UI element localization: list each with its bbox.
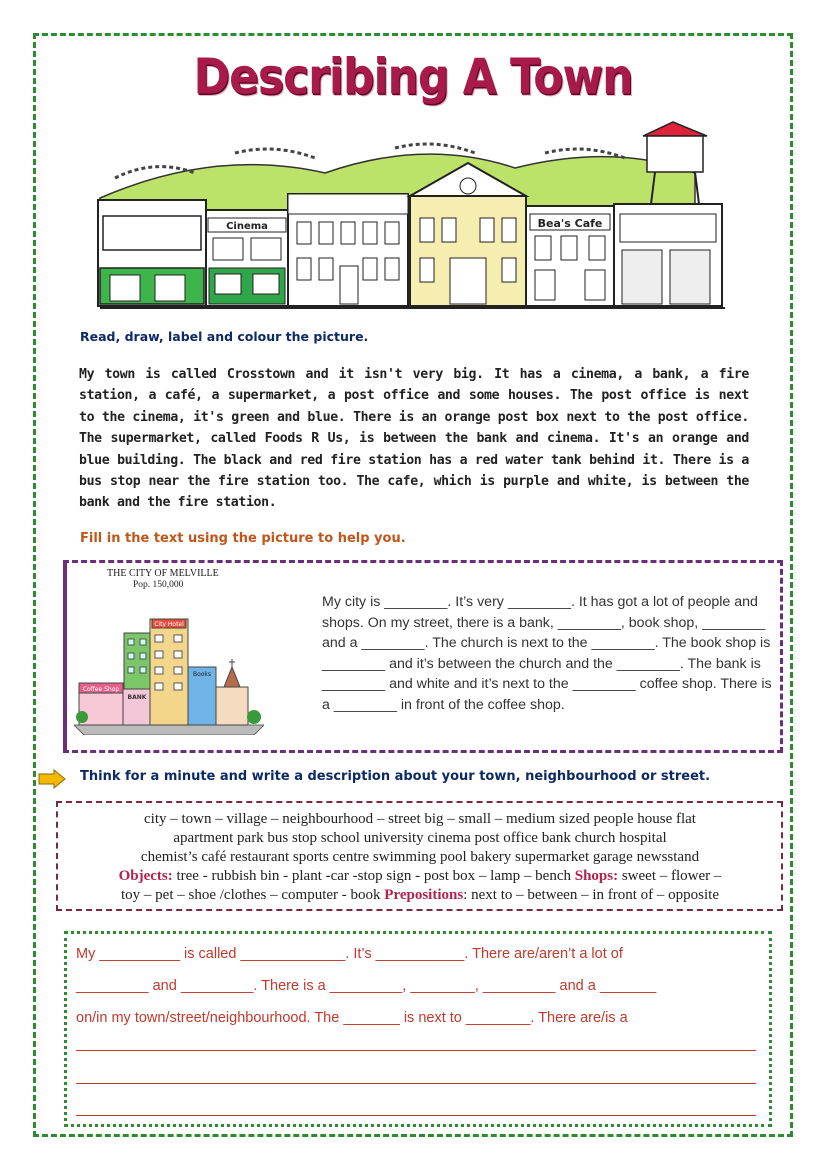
writing-line-2: _________ and _________. There is a _________, ________, _________ and a _______ — [76, 978, 657, 994]
instruction-fill: Fill in the text using the picture to help you. — [80, 531, 406, 546]
shops-label: Shops: — [574, 868, 619, 884]
city-title: THE CITY OF MELVILLE — [107, 568, 219, 579]
prepositions-list: : next to – between – in front of – opposite — [463, 887, 719, 903]
page-title: Describing A Town — [193, 48, 633, 107]
vocab-line — [64, 867, 776, 886]
writing-line-3: on/in my town/street/neighbourhood. The _______ is next to ________. There are/is a — [76, 1010, 628, 1026]
writing-template — [76, 938, 766, 1034]
bank-sign: BANK — [127, 694, 147, 701]
coffee-shop-sign: Coffee Shop — [82, 686, 120, 693]
vocabulary-list — [64, 810, 776, 905]
vocab-line-5: toy – pet – shoe /clothes – computer - book — [121, 887, 385, 903]
writing-blank-line[interactable] — [76, 1050, 756, 1051]
arrow-right-icon — [38, 769, 66, 789]
cinema-sign: Cinema — [226, 221, 268, 232]
prepositions-label: Prepositions — [384, 887, 464, 903]
vocab-line: chemist’s café restaurant sports centre swimming pool bakery supermarket garage newsstand — [140, 849, 700, 865]
town-illustration — [95, 118, 735, 313]
instruction-think: Think for a minute and write a description about your town, neighbourhood or street. — [80, 769, 711, 784]
city-population: Pop. 150,000 — [133, 580, 184, 590]
vocab-line: apartment park bus stop school university cinema post office bank church hospital — [173, 830, 667, 846]
cafe-sign: Bea's Cafe — [537, 217, 603, 230]
fill-in-text: My city is ________. It’s very ________. It has got a lot of people and shops. On my street, there is a bank, ________, book shop, ________ and a ________. The church is next to the ________. The book shop is ________ and it’s between the church and the ________. The bank is ________ and white and it’s next to the ________ coffee shop. There is a ________ in front of the coffee shop. — [322, 594, 772, 713]
instruction-read: Read, draw, label and colour the picture. — [80, 329, 369, 344]
hotel-sign: City Hotel — [154, 621, 184, 628]
writing-blank-line[interactable] — [76, 1115, 756, 1116]
objects-list: tree - rubbish bin - plant -car -stop sign - post box – lamp – bench — [172, 868, 575, 884]
writing-blank-line[interactable] — [76, 1083, 756, 1084]
story-paragraph: My town is called Crosstown and it isn't very big. It has a cinema, a bank, a fire station, a café, a supermarket, a post office and some houses. The post office is next to the cinema, it's green and blue. There is an orange post box next to the post office. The supermarket, called Foods R Us, is between the bank and cinema. It's an orange and blue building. The black and red fire station has a red water tank behind it. There is a bus stop near the fire station too. The cafe, which is purple and white, is between the bank and the fire station. — [79, 367, 749, 511]
city-illustration — [74, 605, 264, 735]
writing-line-1: My __________ is called _____________. It’s ___________. There are/aren’t a lot of — [76, 946, 623, 962]
vocab-line: city – town – village – neighbourhood – street big – small – medium sized people house flat — [144, 811, 696, 827]
shops-list: sweet – flower – — [618, 868, 722, 884]
books-sign: Books — [192, 671, 212, 678]
vocab-line — [64, 886, 776, 905]
objects-label: Objects: — [118, 868, 173, 884]
